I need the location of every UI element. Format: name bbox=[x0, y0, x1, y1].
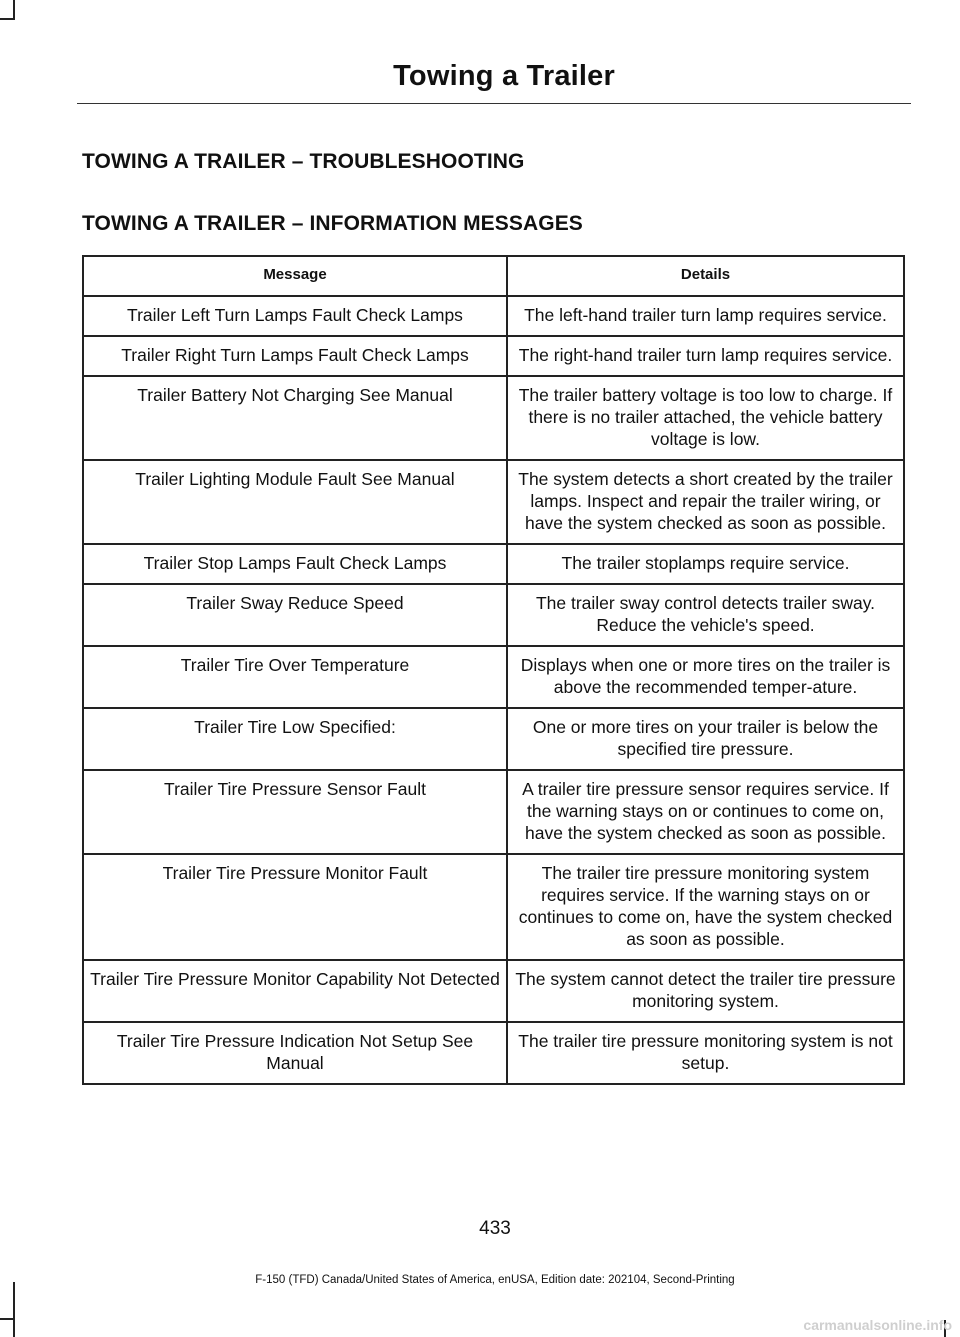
table-row bbox=[83, 460, 904, 544]
message-cell: Trailer Tire Pressure Monitor Capability Not Detected bbox=[83, 960, 507, 1022]
message-cell: Trailer Sway Reduce Speed bbox=[83, 584, 507, 646]
table-row bbox=[83, 708, 904, 770]
table-row bbox=[83, 960, 904, 1022]
details-cell: Displays when one or more tires on the trailer is above the recommended temper-ature. bbox=[507, 646, 904, 708]
watermark: carmanualsonline.info bbox=[803, 1317, 952, 1333]
details-cell: The trailer sway control detects trailer sway. Reduce the vehicle's speed. bbox=[507, 584, 904, 646]
details-cell: The system cannot detect the trailer tire pressure monitoring system. bbox=[507, 960, 904, 1022]
message-cell: Trailer Stop Lamps Fault Check Lamps bbox=[83, 544, 507, 584]
message-cell: Trailer Tire Over Temperature bbox=[83, 646, 507, 708]
details-cell: The left-hand trailer turn lamp requires service. bbox=[507, 296, 904, 336]
details-cell: A trailer tire pressure sensor requires service. If the warning stays on or continues to come on, have the system checked as soon as possible. bbox=[507, 770, 904, 854]
table-header-row bbox=[83, 256, 904, 296]
details-cell: The right-hand trailer turn lamp requires service. bbox=[507, 336, 904, 376]
message-cell: Trailer Lighting Module Fault See Manual bbox=[83, 460, 507, 544]
details-cell: The trailer battery voltage is too low to charge. If there is no trailer attached, the vehicle battery voltage is low. bbox=[507, 376, 904, 460]
details-cell: The trailer stoplamps require service. bbox=[507, 544, 904, 584]
table-row bbox=[83, 1022, 904, 1084]
page-header-title: Towing a Trailer bbox=[393, 60, 615, 92]
table-row bbox=[83, 854, 904, 960]
message-cell: Trailer Right Turn Lamps Fault Check Lamps bbox=[83, 336, 507, 376]
table-row bbox=[83, 296, 904, 336]
section-title: TOWING A TRAILER – TROUBLESHOOTING bbox=[82, 150, 525, 173]
details-cell: The trailer tire pressure monitoring system requires service. If the warning stays on or continues to come on, have the system checked as soon as possible. bbox=[507, 854, 904, 960]
message-cell: Trailer Left Turn Lamps Fault Check Lamps bbox=[83, 296, 507, 336]
information-messages-table bbox=[82, 255, 905, 1085]
details-cell: The system detects a short created by the trailer lamps. Inspect and repair the trailer wiring, or have the system checked as soon as possible. bbox=[507, 460, 904, 544]
crop-mark-top-left bbox=[13, 0, 15, 20]
message-cell: Trailer Tire Pressure Monitor Fault bbox=[83, 854, 507, 960]
table-row bbox=[83, 376, 904, 460]
message-cell: Trailer Tire Low Specified: bbox=[83, 708, 507, 770]
column-header-message: Message bbox=[83, 256, 507, 296]
crop-mark-top-left-h bbox=[0, 18, 15, 20]
header-divider bbox=[77, 103, 911, 104]
column-header-details: Details bbox=[507, 256, 904, 296]
table-row bbox=[83, 646, 904, 708]
details-cell: The trailer tire pressure monitoring system is not setup. bbox=[507, 1022, 904, 1084]
table-row bbox=[83, 584, 904, 646]
page-number: 433 bbox=[479, 1218, 511, 1239]
message-cell: Trailer Battery Not Charging See Manual bbox=[83, 376, 507, 460]
message-cell: Trailer Tire Pressure Indication Not Setup See Manual bbox=[83, 1022, 507, 1084]
table-row bbox=[83, 770, 904, 854]
crop-mark-bottom-left-h bbox=[0, 1318, 15, 1320]
message-cell: Trailer Tire Pressure Sensor Fault bbox=[83, 770, 507, 854]
details-cell: One or more tires on your trailer is below the specified tire pressure. bbox=[507, 708, 904, 770]
edition-footer: F-150 (TFD) Canada/United States of America, enUSA, Edition date: 202104, Second-Printing bbox=[255, 1274, 735, 1286]
table-row bbox=[83, 544, 904, 584]
crop-mark-bottom-left bbox=[13, 1282, 15, 1337]
table-row bbox=[83, 336, 904, 376]
subsection-title: TOWING A TRAILER – INFORMATION MESSAGES bbox=[82, 212, 583, 235]
